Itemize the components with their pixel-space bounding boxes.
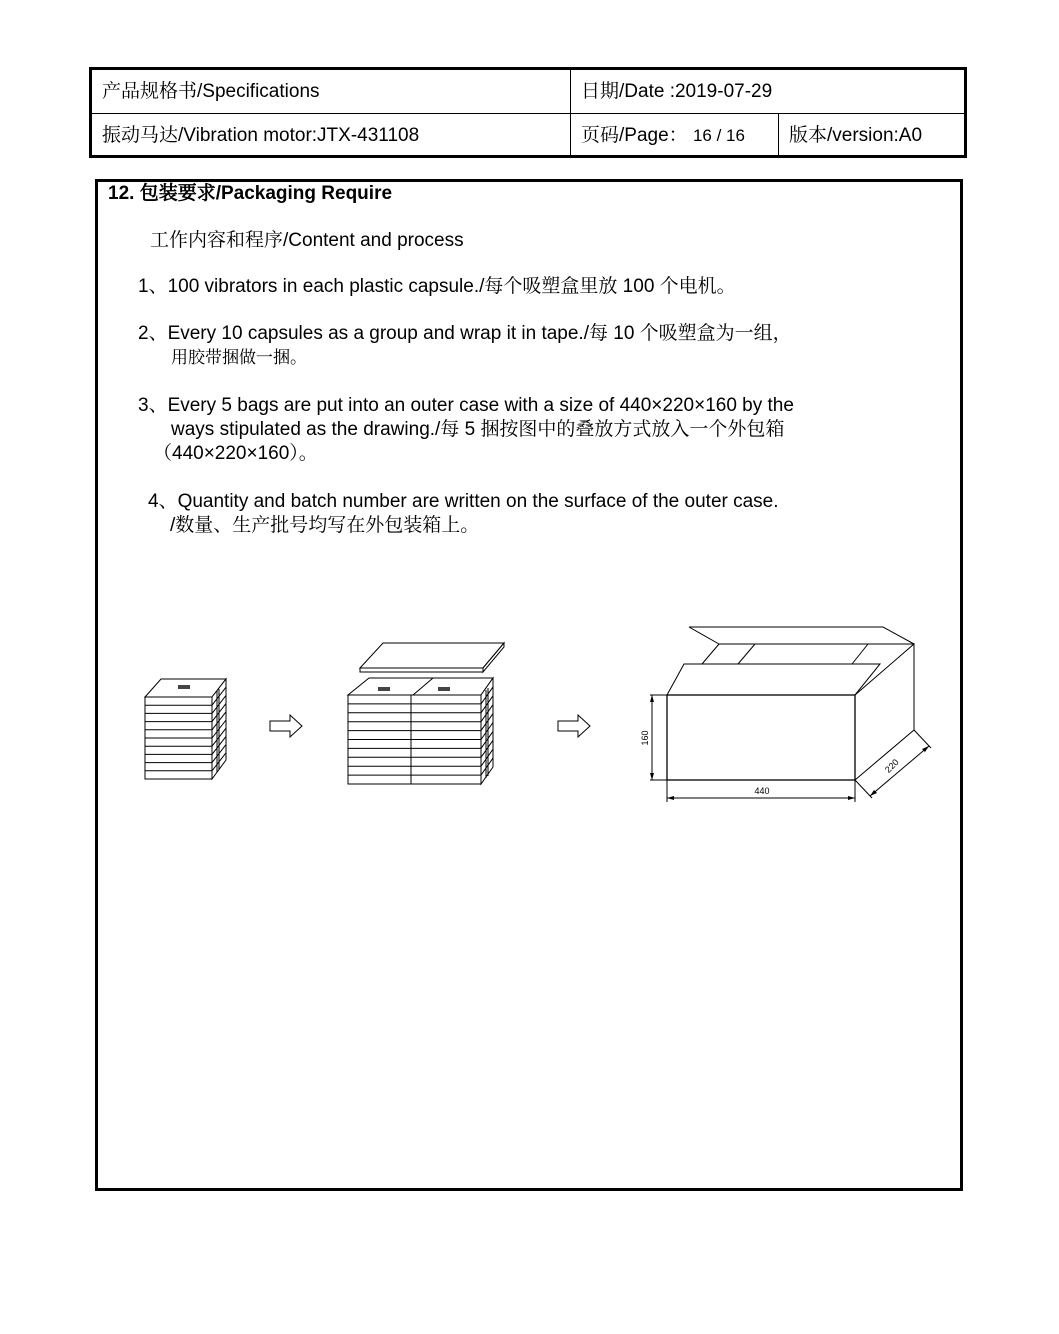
width-label: 220 <box>883 757 901 775</box>
height-label: 160 <box>640 730 650 746</box>
label-mark <box>178 685 190 689</box>
step-2-cont: 用胶带捆做一捆。 <box>171 348 307 367</box>
page-field <box>571 114 745 158</box>
header-table <box>89 67 967 158</box>
label-mark <box>378 687 390 691</box>
step-4-cont: /数量、生产批号均写在外包装箱上。 <box>170 515 480 536</box>
version: 版本/version:A0 <box>789 125 923 146</box>
date-label: 日期/Date : <box>581 81 675 102</box>
date-field <box>571 70 772 114</box>
section-title: 12. 包装要求/Packaging Require <box>108 183 393 204</box>
step-3: 3、Every 5 bags are put into an outer case with a size of 440×220×160 by the <box>138 395 794 416</box>
arrow-right-icon <box>268 713 308 739</box>
step-4: 4、Quantity and batch number are written on the surface of the outer case. <box>148 491 779 512</box>
case-front-flap <box>667 664 880 695</box>
case-front <box>667 695 855 780</box>
case-back-flap <box>689 627 914 644</box>
section-subtitle: 工作内容和程序/Content and process <box>150 230 464 251</box>
page-number: 16 / 16 <box>692 126 745 145</box>
step-1: 1、100 vibrators in each plastic capsule./每个吸塑盒里放 100 个电机。 <box>138 276 736 297</box>
stacked-bundles-drawing <box>345 640 505 785</box>
product-name: 振动马达/Vibration motor:JTX-431108 <box>102 125 420 146</box>
length-label: 440 <box>754 786 770 796</box>
date-value: 2019-07-29 <box>674 81 773 102</box>
step-3-dims: （440×220×160）。 <box>153 443 318 464</box>
page-label: 页码/Page： <box>581 125 688 146</box>
stack-top <box>348 678 493 695</box>
width-dimension <box>870 746 929 796</box>
spec-title: 产品规格书/Specifications <box>102 81 320 102</box>
lid-top <box>360 643 504 668</box>
step-2: 2、Every 10 capsules as a group and wrap it in tape./每 10 个吸塑盒为一组， <box>138 323 792 344</box>
label-mark <box>438 687 450 691</box>
arrow-right-icon <box>556 713 596 739</box>
outer-case-drawing <box>640 620 940 820</box>
step-3-cont: ways stipulated as the drawing./每 5 捆按图中的叠放方式放入一个外包箱 <box>171 419 785 440</box>
single-bundle-drawing <box>140 675 235 785</box>
lid-front <box>360 668 483 672</box>
